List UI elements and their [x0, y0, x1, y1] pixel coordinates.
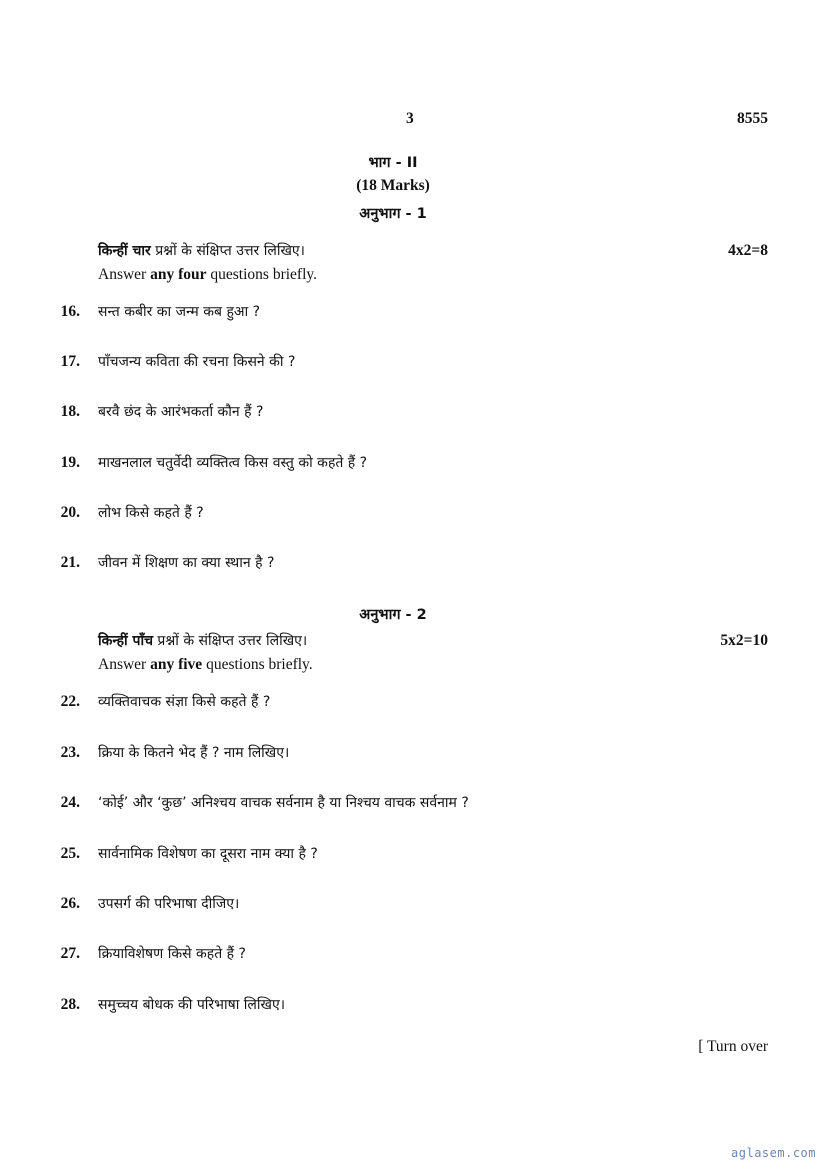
question-text: सन्त कबीर का जन्म कब हुआ ? — [98, 304, 261, 320]
question-number: 16. — [60, 303, 80, 320]
question-number: 27. — [60, 945, 80, 962]
instruction-en-pre: Answer — [98, 266, 151, 283]
question-text: ‘कोई’ और ‘कुछ’ अनिश्चय वाचक सर्वनाम है या निश्चय वाचक सर्वनाम ? — [98, 795, 469, 811]
part-marks: (18 Marks) — [356, 177, 430, 194]
section-instruction-hindi — [98, 631, 307, 650]
instruction-count: किन्हीं पाँच — [98, 633, 153, 649]
question-text: व्यक्तिवाचक संज्ञा किसे कहते हैं ? — [98, 694, 271, 710]
section-marks: 5x2=10 — [720, 632, 768, 649]
question-text: क्रियाविशेषण किसे कहते हैं ? — [98, 946, 246, 962]
question-number: 25. — [60, 845, 80, 862]
turn-over-note: [ Turn over — [698, 1038, 768, 1055]
instruction-en-pre: Answer — [98, 656, 151, 673]
watermark: aglasem.com — [731, 1146, 816, 1160]
question-number: 19. — [60, 454, 80, 471]
section-title: अनुभाग - 2 — [359, 607, 427, 623]
question-number: 22. — [60, 693, 80, 710]
page-number: 3 — [406, 110, 414, 127]
question-number: 28. — [60, 996, 80, 1013]
question-text: उपसर्ग की परिभाषा दीजिए। — [98, 896, 240, 912]
paper-code: 8555 — [737, 110, 768, 127]
instruction-en-post: questions briefly. — [206, 266, 318, 283]
section-marks: 4x2=8 — [728, 242, 768, 259]
instruction-en-count: any four — [150, 266, 207, 283]
instruction-rest: प्रश्नों के संक्षिप्त उत्तर लिखिए। — [150, 243, 305, 259]
instruction-en-post: questions briefly. — [202, 656, 313, 673]
question-text: माखनलाल चतुर्वेदी व्यक्तित्व किस वस्तु को कहते हैं ? — [98, 455, 368, 471]
question-number: 20. — [60, 504, 80, 521]
section-instruction-english — [98, 266, 317, 284]
question-text: क्रिया के कितने भेद हैं ? नाम लिखिए। — [98, 745, 290, 761]
instruction-en-count: any five — [150, 656, 203, 673]
question-text: जीवन में शिक्षण का क्या स्थान है ? — [98, 555, 275, 571]
question-number: 23. — [60, 744, 80, 761]
question-text: सार्वनामिक विशेषण का दूसरा नाम क्या है ? — [98, 846, 318, 862]
question-number: 21. — [60, 554, 80, 571]
question-text: समुच्चय बोधक की परिभाषा लिखिए। — [98, 997, 286, 1013]
question-number: 17. — [60, 353, 80, 370]
instruction-rest: प्रश्नों के संक्षिप्त उत्तर लिखिए। — [152, 633, 308, 649]
question-text: लोभ किसे कहते हैं ? — [98, 505, 204, 521]
section-title: अनुभाग - 1 — [359, 206, 427, 222]
question-text: बरवै छंद के आरंभकर्ता कौन हैं ? — [98, 404, 264, 420]
question-text: पाँचजन्य कविता की रचना किसने की ? — [98, 354, 296, 370]
question-number: 18. — [60, 403, 80, 420]
section-instruction-hindi — [98, 241, 305, 260]
section-instruction-english — [98, 656, 313, 674]
instruction-count: किन्हीं चार — [98, 243, 151, 259]
question-number: 24. — [60, 794, 80, 811]
question-number: 26. — [60, 895, 80, 912]
part-title: भाग - II — [368, 155, 418, 171]
